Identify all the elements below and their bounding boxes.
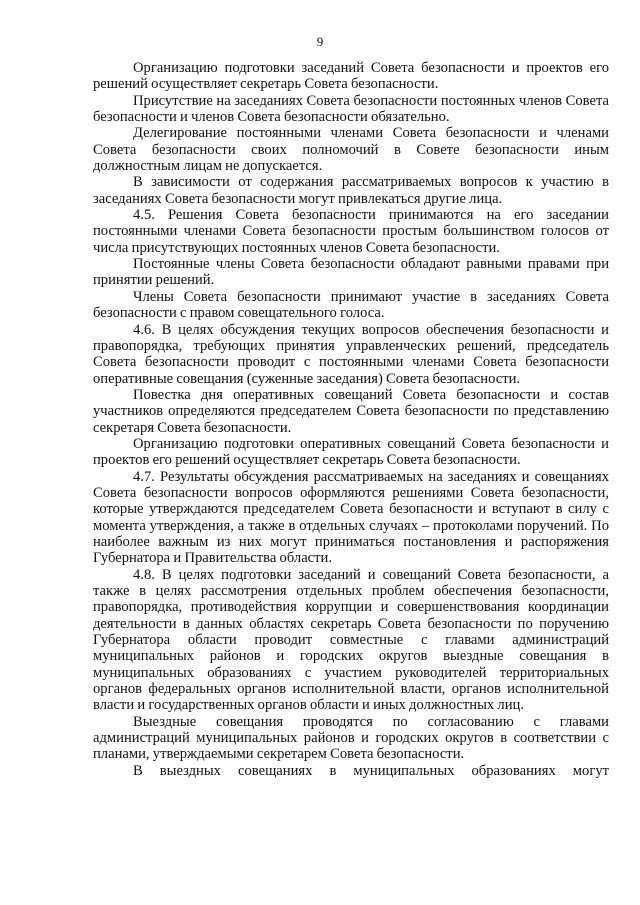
page-number: 9 [316,34,324,49]
paragraph: Организацию подготовки заседаний Совета безопасности и проектов его решений осуществляет секретарь Совета безопасности. [93,60,609,93]
paragraph-continued: В выездных совещаниях в муниципальных образованиях могут [133,762,609,779]
document-body [93,60,609,779]
paragraph: Постоянные члены Совета безопасности обладают равными правами при принятии решений. [93,256,609,289]
paragraph: Члены Совета безопасности принимают участие в заседаниях Совета безопасности с правом совещательного голоса. [93,288,609,322]
paragraph: Присутствие на заседаниях Совета безопасности постоянных членов Совета безопасности и членов Совета безопасности обязательно. [93,92,609,126]
paragraph: Выездные совещания проводятся по согласованию с главами администраций муниципальных районов и городских округов в соответствии с планами, утверждаемыми секретарем Совета безопасности. [93,713,609,763]
paragraph: В зависимости от содержания рассматриваемых вопросов к участию в заседаниях Совета безопасности могут привлекаться другие лица. [93,174,609,207]
paragraph: 4.8. В целях подготовки заседаний и совещаний Совета безопасности, а также в целях рассмотрения отдельных проблем обеспечения безопасности, правопорядка, противодействия коррупции и совершенствования координации деятельности в данных областях секретарь Совета безопасности по поручению Губернатора области проводит совместные с главами администраций муниципальных районов и городских округов выездные совещания в муниципальных образованиях с участием руководителей территориальных органов федеральных органов исполнительной власти, органов исполнительной власти и государственных органов области и иных должностных лиц. [93,566,609,714]
paragraph: Делегирование постоянными членами Совета безопасности и членами Совета безопасности своих полномочий в Совете безопасности иным должностным лицам не допускается. [93,125,609,175]
paragraph: 4.6. В целях обсуждения текущих вопросов обеспечения безопасности и правопорядка, требующих принятия управленческих решений, председатель Совета безопасности проводит с постоянными членами Совета безопасности оперативные совещания (суженные заседания) Совета безопасности. [93,321,609,387]
paragraph: 4.5. Решения Совета безопасности принимаются на его заседании постоянными членами Совета безопасности простым большинством голосов от числа присутствующих постоянных членов Совета безопасности. [93,207,609,256]
paragraph: 4.7. Результаты обсуждения рассматриваемых на заседаниях и совещаниях Совета безопасности вопросов оформляются решениями Совета безопасности, которые утверждаются председателем Совета безопасности и вступают в силу с момента утверждения, а также в отдельных случаях – протоколами поручений. По наиболее важным из них могут приниматься постановления и распоряжения Губернатора и Правительства области. [93,468,609,567]
paragraph: Организацию подготовки оперативных совещаний Совета безопасности и проектов его решений осуществляет секретарь Совета безопасности. [93,435,609,469]
paragraph: Повестка дня оперативных совещаний Совета безопасности и состав участников определяются председателем Совета безопасности по представлению секретаря Совета безопасности. [93,386,609,436]
